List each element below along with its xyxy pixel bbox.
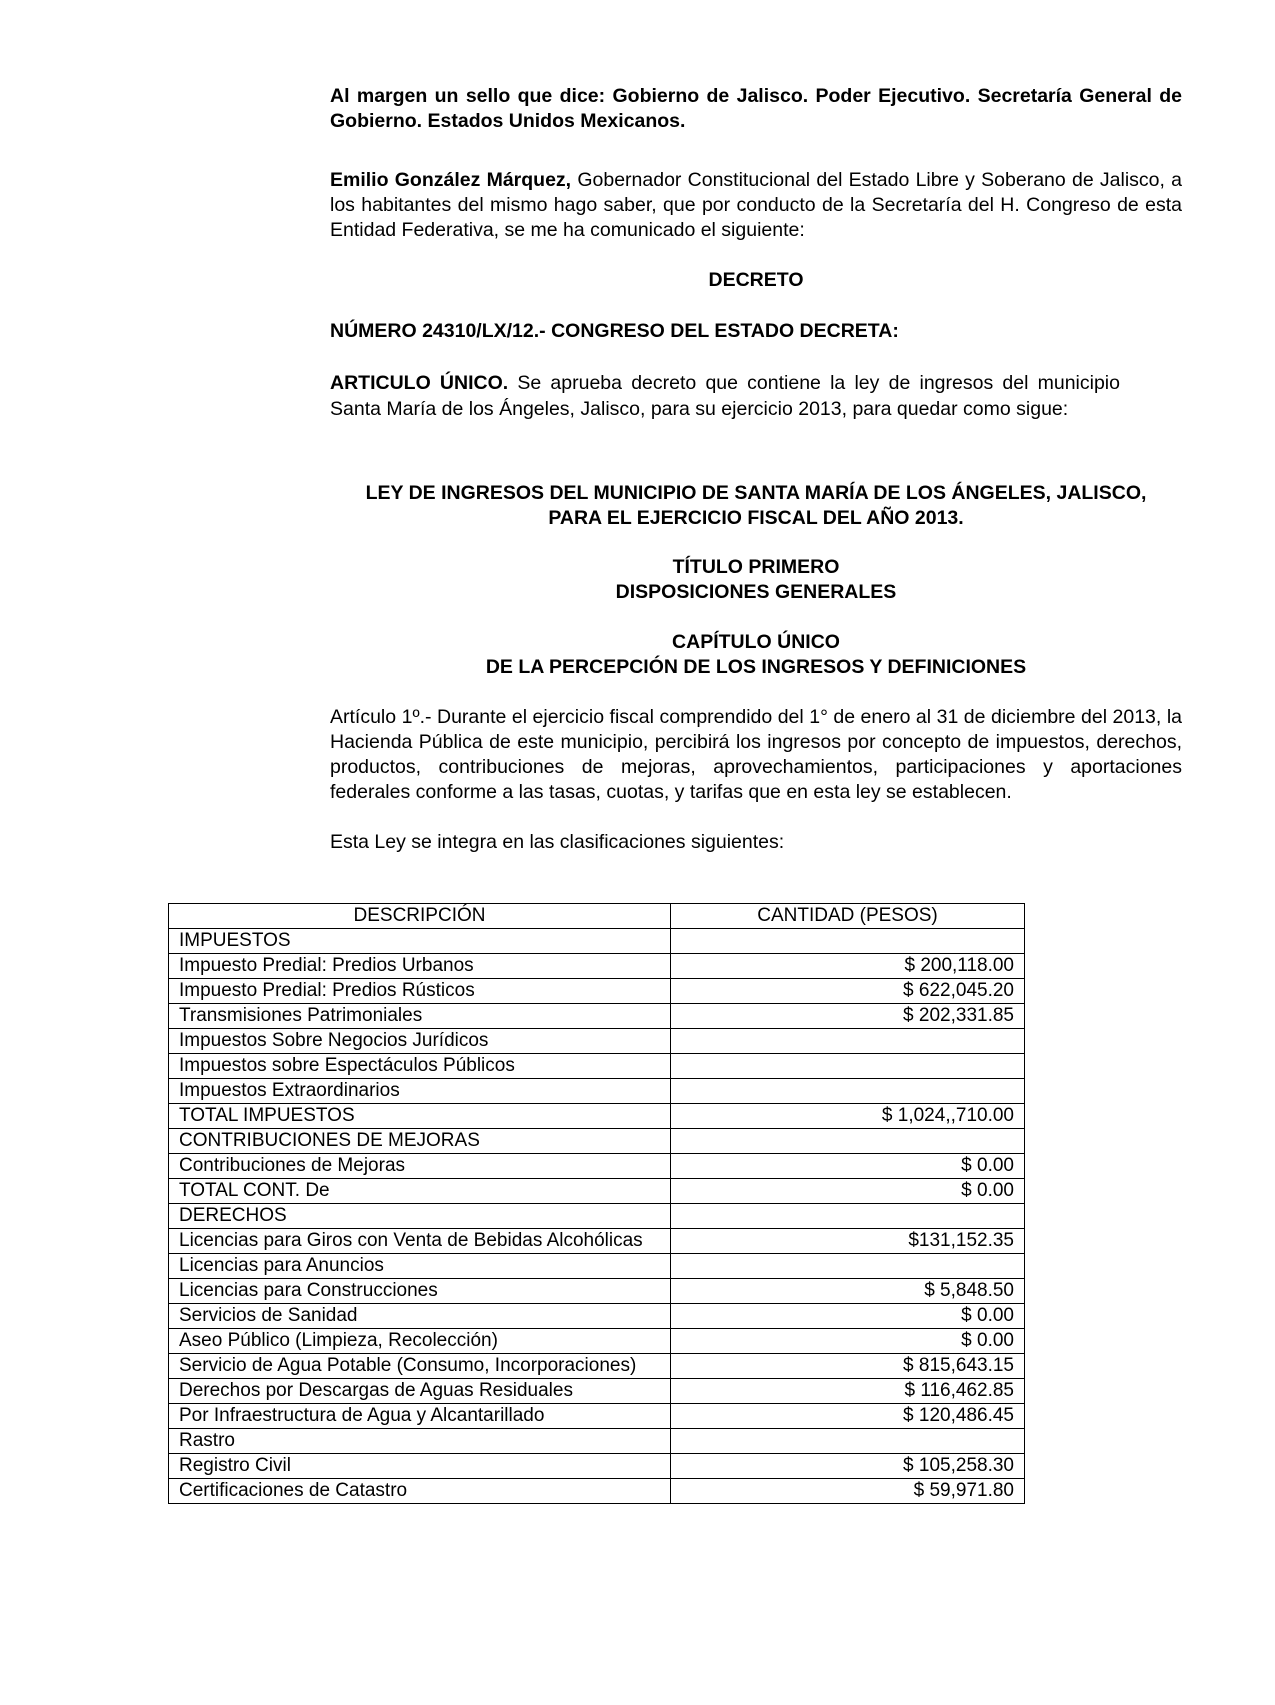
seal-notice: Al margen un sello que dice: Gobierno de Jalisco. Poder Ejecutivo. Secretaría General de Gobierno. Estados Unidos Mexicanos.	[330, 85, 1182, 132]
row-amount: $ 0.00	[671, 1329, 1025, 1354]
row-amount: $ 815,643.15	[671, 1354, 1025, 1379]
intro-paragraph	[330, 168, 1182, 243]
row-amount	[671, 1029, 1025, 1054]
amount-column-header: CANTIDAD (PESOS)	[671, 904, 1025, 929]
row-description: Impuestos sobre Espectáculos Públicos	[169, 1054, 671, 1079]
table-row	[169, 979, 1025, 1004]
row-amount	[671, 1054, 1025, 1079]
table-row	[169, 1254, 1025, 1279]
table-row	[169, 1079, 1025, 1104]
table-row	[169, 1004, 1025, 1029]
row-description: Transmisiones Patrimoniales	[169, 1004, 671, 1029]
table-row	[169, 1129, 1025, 1154]
row-description: Servicios de Sanidad	[169, 1304, 671, 1329]
row-amount: $ 622,045.20	[671, 979, 1025, 1004]
row-amount: $ 5,848.50	[671, 1279, 1025, 1304]
table-row	[169, 1279, 1025, 1304]
titulo-line-1: TÍTULO PRIMERO	[672, 556, 840, 578]
titulo-line-2: DISPOSICIONES GENERALES	[615, 581, 897, 603]
row-amount: $ 0.00	[671, 1304, 1025, 1329]
law-title-line-2: PARA EL EJERCICIO FISCAL DEL AÑO 2013.	[548, 507, 964, 529]
row-amount	[671, 1204, 1025, 1229]
row-amount: $ 0.00	[671, 1179, 1025, 1204]
law-title-line-1: LEY DE INGRESOS DEL MUNICIPIO DE SANTA MARÍA DE LOS ÁNGELES, JALISCO,	[365, 482, 1147, 504]
row-amount: $ 1,024,,710.00	[671, 1104, 1025, 1129]
row-description: IMPUESTOS	[169, 929, 671, 954]
row-description: Contribuciones de Mejoras	[169, 1154, 671, 1179]
table-row	[169, 1204, 1025, 1229]
row-description: DERECHOS	[169, 1204, 671, 1229]
table-row	[169, 1179, 1025, 1204]
articulo-unico-text: Se aprueba decreto que contiene la ley de ingresos del municipio Santa María de los Ángeles, Jalisco, para su ejercicio 2013, para quedar como sigue:	[330, 372, 1120, 420]
table-row	[169, 1404, 1025, 1429]
articulo-1-paragraph: Artículo 1º.- Durante el ejercicio fiscal comprendido del 1° de enero al 31 de diciembre del 2013, la Hacienda Pública de este municipio, percibirá los ingresos por concepto de impuestos, derechos, productos, contribuciones de mejoras, aprovechamientos, participaciones y aportaciones federales conforme a las tasas, cuotas, y tarifas que en esta ley se establecen.	[330, 706, 1182, 803]
row-description: Licencias para Giros con Venta de Bebidas Alcohólicas	[169, 1229, 671, 1254]
table-row	[169, 1304, 1025, 1329]
row-description: Registro Civil	[169, 1454, 671, 1479]
articulo-unico-label: ARTICULO ÚNICO.	[330, 372, 509, 394]
intro-text: Gobernador Constitucional del Estado Libre y Soberano de Jalisco, a los habitantes del mismo hago saber, que por conducto de la Secretaría del H. Congreso de esta Entidad Federativa, se me ha comunicado el siguiente:	[330, 169, 1182, 241]
table-row	[169, 1379, 1025, 1404]
row-amount: $ 59,971.80	[671, 1479, 1025, 1504]
row-description: TOTAL CONT. De	[169, 1179, 671, 1204]
decree-number: NÚMERO 24310/LX/12.- CONGRESO DEL ESTADO DECRETA:	[330, 320, 899, 342]
row-description: Impuesto Predial: Predios Urbanos	[169, 954, 671, 979]
row-description: Certificaciones de Catastro	[169, 1479, 671, 1504]
table-row	[169, 1479, 1025, 1504]
table-row	[169, 1329, 1025, 1354]
row-description: Impuestos Extraordinarios	[169, 1079, 671, 1104]
table-row	[169, 1104, 1025, 1129]
row-amount: $ 200,118.00	[671, 954, 1025, 979]
capitulo-heading	[330, 630, 1182, 680]
titulo-heading	[330, 555, 1182, 605]
row-description: Rastro	[169, 1429, 671, 1454]
row-amount: $ 105,258.30	[671, 1454, 1025, 1479]
row-amount	[671, 1129, 1025, 1154]
capitulo-line-2: DE LA PERCEPCIÓN DE LOS INGRESOS Y DEFINICIONES	[485, 656, 1027, 678]
table-row	[169, 1429, 1025, 1454]
row-description: Por Infraestructura de Agua y Alcantarillado	[169, 1404, 671, 1429]
table-row	[169, 1354, 1025, 1379]
row-amount: $131,152.35	[671, 1229, 1025, 1254]
law-title	[318, 481, 1194, 531]
row-amount	[671, 929, 1025, 954]
row-description: Licencias para Anuncios	[169, 1254, 671, 1279]
decreto-heading: DECRETO	[708, 269, 804, 291]
row-amount: $ 120,486.45	[671, 1404, 1025, 1429]
row-description: TOTAL IMPUESTOS	[169, 1104, 671, 1129]
row-amount: $ 202,331.85	[671, 1004, 1025, 1029]
capitulo-line-1: CAPÍTULO ÚNICO	[672, 631, 840, 653]
governor-name: Emilio González Márquez,	[330, 169, 572, 191]
table-row	[169, 954, 1025, 979]
table-row	[169, 1029, 1025, 1054]
row-description: Servicio de Agua Potable (Consumo, Incorporaciones)	[169, 1354, 671, 1379]
table-row	[169, 929, 1025, 954]
ingresos-table	[168, 903, 1025, 1504]
row-description: Licencias para Construcciones	[169, 1279, 671, 1304]
row-description: Aseo Público (Limpieza, Recolección)	[169, 1329, 671, 1354]
row-description: Impuesto Predial: Predios Rústicos	[169, 979, 671, 1004]
table-row	[169, 1229, 1025, 1254]
row-description: CONTRIBUCIONES DE MEJORAS	[169, 1129, 671, 1154]
row-amount: $ 116,462.85	[671, 1379, 1025, 1404]
table-row	[169, 1154, 1025, 1179]
row-amount	[671, 1429, 1025, 1454]
row-description: Impuestos Sobre Negocios Jurídicos	[169, 1029, 671, 1054]
table-row	[169, 1054, 1025, 1079]
table-row	[169, 1454, 1025, 1479]
clasificaciones-intro: Esta Ley se integra en las clasificaciones siguientes:	[330, 831, 785, 853]
row-amount	[671, 1079, 1025, 1104]
table-header-row	[169, 904, 1025, 929]
row-amount: $ 0.00	[671, 1154, 1025, 1179]
row-amount	[671, 1254, 1025, 1279]
articulo-unico-paragraph	[330, 370, 1120, 422]
description-column-header: DESCRIPCIÓN	[169, 904, 671, 929]
row-description: Derechos por Descargas de Aguas Residuales	[169, 1379, 671, 1404]
